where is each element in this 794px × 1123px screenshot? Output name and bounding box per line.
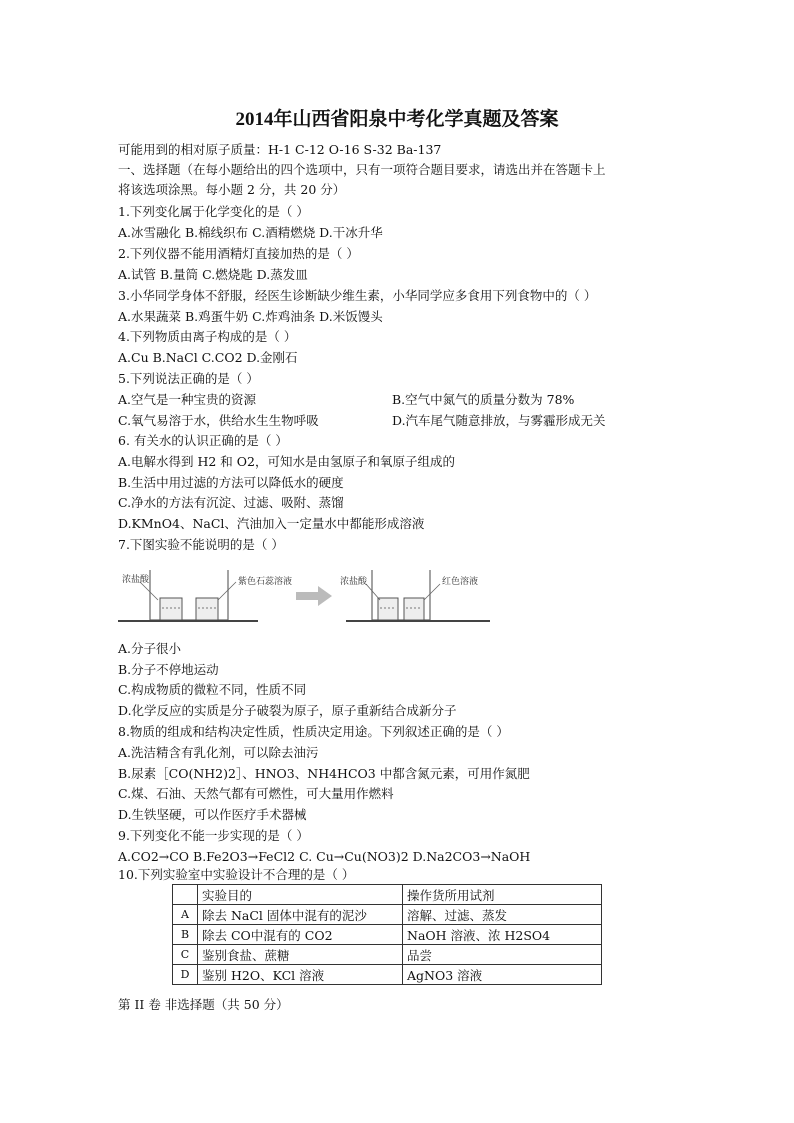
question-8: 8.物质的组成和结构决定性质，性质决定用途。下列叙述正确的是（ ）	[118, 724, 509, 739]
table-header-row	[173, 885, 602, 905]
left-setup	[118, 570, 292, 621]
table-cell: 鉴别食盐、蔗糖	[198, 945, 403, 965]
left-label-acid: 浓盐酸	[122, 575, 150, 585]
question-8-option-d: D.生铁坚硬，可以作医疗手术器械	[118, 807, 307, 822]
question-7-option-d: D.化学反应的实质是分子破裂为原子，原子重新结合成新分子	[118, 703, 457, 718]
table-header-cell: 实验目的	[198, 885, 403, 905]
question-9-options: A.CO2→CO B.Fe2O3→FeCl2 C. Cu→Cu(NO3)2 D.Na2CO3→NaOH	[118, 849, 531, 864]
experiment-figure	[118, 560, 490, 638]
question-5-option-d: D.汽车尾气随意排放，与雾霾形成无关	[392, 413, 606, 428]
question-5-option-b: B.空气中氮气的质量分数为 78%	[392, 392, 575, 407]
question-4: 4.下列物质由离子构成的是（ ）	[118, 329, 297, 344]
question-3-options: A.水果蔬菜 B.鸡蛋牛奶 C.炸鸡油条 D.米饭馒头	[118, 309, 383, 324]
table-cell: 鉴别 H2O、KCl 溶液	[198, 965, 403, 985]
question-8-option-a: A.洗洁精含有乳化剂，可以除去油污	[118, 745, 319, 760]
question-2-options: A.试管 B.量筒 C.燃烧匙 D.蒸发皿	[118, 267, 308, 282]
section-heading-line1: 一、选择题（在每小题给出的四个选项中，只有一项符合题目要求，请选出并在答题卡上	[118, 162, 606, 177]
page-title: 2014年山西省阳泉中考化学真题及答案	[235, 109, 559, 130]
question-2: 2.下列仪器不能用酒精灯直接加热的是（ ）	[118, 246, 359, 261]
table-cell: A	[173, 905, 198, 925]
atomic-mass-note: 可能用到的相对原子质量：H-1 C-12 O-16 S-32 Ba-137	[118, 142, 442, 157]
question-5: 5.下列说法正确的是（ ）	[118, 371, 259, 386]
right-label-acid: 浓盐酸	[340, 577, 368, 587]
table-row	[173, 965, 602, 985]
table-cell: NaOH 溶液、浓 H2SO4	[403, 925, 602, 945]
question-6: 6. 有关水的认识正确的是（ ）	[118, 433, 288, 448]
question-10: 10.下列实验室中实验设计不合理的是（ ）	[118, 867, 355, 882]
question-5-option-a: A.空气是一种宝贵的资源	[118, 392, 257, 407]
question-6-option-b: B.生活中用过滤的方法可以降低水的硬度	[118, 475, 344, 490]
question-5-option-c: C.氧气易溶于水，供给水生生物呼吸	[118, 413, 319, 428]
part-2-heading: 第 II 卷 非选择题（共 50 分）	[118, 997, 289, 1012]
question-7: 7.下图实验不能说明的是（ ）	[118, 537, 284, 552]
question-8-option-b: B.尿素［CO(NH2)2］、HNO3、NH4HCO3 中都含氮元素，可用作氮肥	[118, 766, 530, 781]
question-9: 9.下列变化不能一步实现的是（ ）	[118, 828, 309, 843]
table-cell: 除去 NaCl 固体中混有的泥沙	[198, 905, 403, 925]
question-1: 1.下列变化属于化学变化的是（ ）	[118, 204, 309, 219]
table-cell: B	[173, 925, 198, 945]
question-4-options: A.Cu B.NaCl C.CO2 D.金刚石	[118, 350, 298, 365]
right-setup	[340, 570, 490, 621]
table-cell: D	[173, 965, 198, 985]
table-header-cell	[173, 885, 198, 905]
question-3: 3.小华同学身体不舒服，经医生诊断缺少维生素，小华同学应多食用下列食物中的（ ）	[118, 288, 597, 303]
table-row	[173, 945, 602, 965]
table-cell: 除去 CO中混有的 CO2	[198, 925, 403, 945]
arrow-icon	[296, 586, 332, 606]
section-heading-line2: 将该选项涂黑。每小题 2 分，共 20 分）	[118, 182, 346, 197]
question-7-option-c: C.构成物质的微粒不同，性质不同	[118, 682, 307, 697]
table-row	[173, 905, 602, 925]
table-cell: AgNO3 溶液	[403, 965, 602, 985]
question-6-option-c: C.净水的方法有沉淀、过滤、吸附、蒸馏	[118, 495, 344, 510]
table-header-cell: 操作货所用试剂	[403, 885, 602, 905]
question-10-table	[172, 884, 602, 985]
question-8-option-c: C.煤、石油、天然气都有可燃性，可大量用作燃料	[118, 786, 394, 801]
left-label-litmus: 紫色石蕊溶液	[238, 577, 293, 587]
table-cell: C	[173, 945, 198, 965]
question-6-option-d: D.KMnO4、NaCl、汽油加入一定量水中都能形成溶液	[118, 516, 425, 531]
table-cell: 溶解、过滤、蒸发	[403, 905, 602, 925]
table-row	[173, 925, 602, 945]
question-6-option-a: A.电解水得到 H2 和 O2，可知水是由氢原子和氧原子组成的	[118, 454, 455, 469]
question-1-options: A.冰雪融化 B.棉线织布 C.酒精燃烧 D.干冰升华	[118, 225, 383, 240]
right-label-red: 红色溶液	[442, 577, 479, 587]
table-cell: 品尝	[403, 945, 602, 965]
question-7-option-b: B.分子不停地运动	[118, 662, 219, 677]
question-7-option-a: A.分子很小	[118, 641, 182, 656]
